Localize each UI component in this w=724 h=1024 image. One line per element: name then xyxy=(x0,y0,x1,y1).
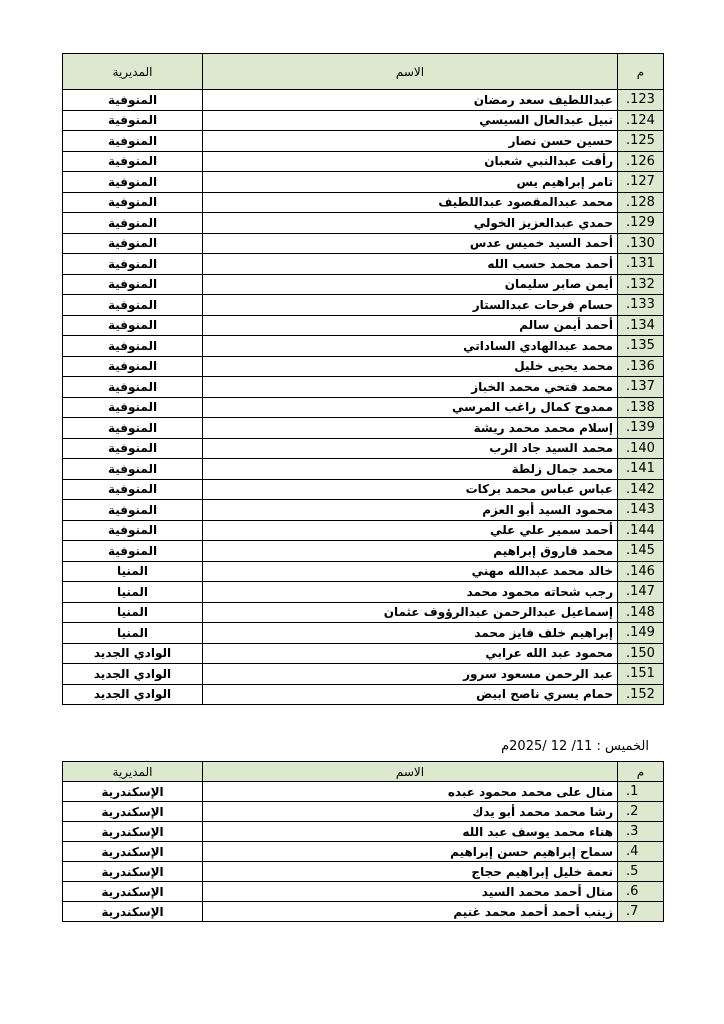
row-number: 135. xyxy=(618,336,664,357)
person-name: أحمد محمد حسب الله xyxy=(203,254,618,275)
table-row xyxy=(63,902,664,922)
person-name: محمد يحيى خليل xyxy=(203,356,618,377)
person-name: رأفت عبدالنبي شعبان xyxy=(203,151,618,172)
table-row xyxy=(63,233,664,254)
directorate-name: المنيا xyxy=(63,602,203,623)
row-number: 124. xyxy=(618,110,664,131)
table-row xyxy=(63,438,664,459)
directorate-name: الوادي الجديد xyxy=(63,684,203,705)
table-row xyxy=(63,500,664,521)
table-row xyxy=(63,151,664,172)
directorate-name: المنوفية xyxy=(63,397,203,418)
row-number: 150. xyxy=(618,643,664,664)
person-name: حسين حسن نصار xyxy=(203,131,618,152)
row-number: 6. xyxy=(618,882,664,902)
person-name: محمد عبدالمقصود عبداللطيف xyxy=(203,192,618,213)
person-name: محمد جمال زلطة xyxy=(203,459,618,480)
person-name: زينب أحمد أحمد محمد غنيم xyxy=(203,902,618,922)
person-name: نبيل عبدالعال السيسي xyxy=(203,110,618,131)
table-row xyxy=(63,356,664,377)
directorate-name: المنوفية xyxy=(63,274,203,295)
table-row xyxy=(63,110,664,131)
row-number: 7. xyxy=(618,902,664,922)
row-number: 138. xyxy=(618,397,664,418)
person-name: عبداللطيف سعد رمضان xyxy=(203,90,618,111)
person-name: أحمد سمير علي علي xyxy=(203,520,618,541)
directorate-name: الوادي الجديد xyxy=(63,664,203,685)
row-number: 125. xyxy=(618,131,664,152)
directorate-name: الإسكندرية xyxy=(63,882,203,902)
directorate-name: الوادي الجديد xyxy=(63,643,203,664)
directorate-name: الإسكندرية xyxy=(63,902,203,922)
table-row xyxy=(63,315,664,336)
row-number: 137. xyxy=(618,377,664,398)
table-row xyxy=(63,684,664,705)
row-number: 134. xyxy=(618,315,664,336)
directorate-name: المنوفية xyxy=(63,254,203,275)
row-number: 147. xyxy=(618,582,664,603)
person-name: حمام يسري ناصح ابيض xyxy=(203,684,618,705)
row-number: 148. xyxy=(618,602,664,623)
directorate-name: المنوفية xyxy=(63,336,203,357)
directorate-name: الإسكندرية xyxy=(63,782,203,802)
row-number: 5. xyxy=(618,862,664,882)
header-name: الاسم xyxy=(203,54,618,90)
person-name: إسماعيل عبدالرحمن عبدالرؤوف عثمان xyxy=(203,602,618,623)
directorate-name: المنوفية xyxy=(63,151,203,172)
person-name: عبد الرحمن مسعود سرور xyxy=(203,664,618,685)
person-name: هناء محمد يوسف عبد الله xyxy=(203,822,618,842)
directorate-name: المنوفية xyxy=(63,233,203,254)
table-row xyxy=(63,623,664,644)
row-number: 129. xyxy=(618,213,664,234)
table-row xyxy=(63,336,664,357)
person-name: أحمد السيد خميس عدس xyxy=(203,233,618,254)
table-row xyxy=(63,782,664,802)
row-number: 143. xyxy=(618,500,664,521)
person-name: رشا محمد محمد أبو يدك xyxy=(203,802,618,822)
directorate-name: المنوفية xyxy=(63,172,203,193)
directorate-name: المنوفية xyxy=(63,192,203,213)
directorate-name: المنوفية xyxy=(63,295,203,316)
person-name: محمد فاروق إبراهيم xyxy=(203,541,618,562)
directorate-name: الإسكندرية xyxy=(63,862,203,882)
row-number: 1. xyxy=(618,782,664,802)
row-number: 127. xyxy=(618,172,664,193)
row-number: 136. xyxy=(618,356,664,377)
table-header-row xyxy=(63,762,664,782)
table-row xyxy=(63,397,664,418)
person-name: إسلام محمد محمد ريشة xyxy=(203,418,618,439)
row-number: 128. xyxy=(618,192,664,213)
row-number: 130. xyxy=(618,233,664,254)
row-number: 141. xyxy=(618,459,664,480)
table-row xyxy=(63,822,664,842)
person-name: محمد عبدالهادي الساداتي xyxy=(203,336,618,357)
table-row xyxy=(63,377,664,398)
row-number: 145. xyxy=(618,541,664,562)
directorate-name: المنوفية xyxy=(63,315,203,336)
directorate-name: المنيا xyxy=(63,582,203,603)
row-number: 151. xyxy=(618,664,664,685)
row-number: 140. xyxy=(618,438,664,459)
row-number: 144. xyxy=(618,520,664,541)
person-name: نعمة خليل إبراهيم حجاج xyxy=(203,862,618,882)
names-table-1 xyxy=(62,53,664,705)
person-name: أحمد أيمن سالم xyxy=(203,315,618,336)
table-row xyxy=(63,295,664,316)
table-row xyxy=(63,643,664,664)
names-table-2 xyxy=(62,761,664,922)
header-num: م xyxy=(618,762,664,782)
person-name: رجب شحاته محمود محمد xyxy=(203,582,618,603)
table-row xyxy=(63,131,664,152)
directorate-name: المنوفية xyxy=(63,131,203,152)
directorate-name: المنيا xyxy=(63,623,203,644)
directorate-name: المنوفية xyxy=(63,356,203,377)
row-number: 149. xyxy=(618,623,664,644)
row-number: 139. xyxy=(618,418,664,439)
directorate-name: المنوفية xyxy=(63,213,203,234)
table-row xyxy=(63,479,664,500)
row-number: 133. xyxy=(618,295,664,316)
table-row xyxy=(63,882,664,902)
table-row xyxy=(63,664,664,685)
person-name: ممدوح كمال راغب المرسي xyxy=(203,397,618,418)
directorate-name: الإسكندرية xyxy=(63,822,203,842)
table-row xyxy=(63,192,664,213)
person-name: حمدي عبدالعزيز الخولي xyxy=(203,213,618,234)
person-name: أيمن صابر سليمان xyxy=(203,274,618,295)
person-name: حسام فرحات عبدالستار xyxy=(203,295,618,316)
table-row xyxy=(63,582,664,603)
person-name: خالد محمد عبدالله مهني xyxy=(203,561,618,582)
table-row xyxy=(63,561,664,582)
directorate-name: المنوفية xyxy=(63,377,203,398)
row-number: 3. xyxy=(618,822,664,842)
directorate-name: المنوفية xyxy=(63,500,203,521)
directorate-name: الإسكندرية xyxy=(63,842,203,862)
directorate-name: المنوفية xyxy=(63,438,203,459)
header-name: الاسم xyxy=(203,762,618,782)
directorate-name: المنوفية xyxy=(63,90,203,111)
table-row xyxy=(63,520,664,541)
directorate-name: المنوفية xyxy=(63,479,203,500)
table-row xyxy=(63,418,664,439)
row-number: 126. xyxy=(618,151,664,172)
directorate-name: المنوفية xyxy=(63,459,203,480)
person-name: سماح إبراهيم حسن إبراهيم xyxy=(203,842,618,862)
person-name: محمود عبد الله عرابي xyxy=(203,643,618,664)
table-row xyxy=(63,862,664,882)
table-header-row xyxy=(63,54,664,90)
header-directorate: المديرية xyxy=(63,762,203,782)
person-name: منال على محمد محمود عبده xyxy=(203,782,618,802)
row-number: 131. xyxy=(618,254,664,275)
row-number: 2. xyxy=(618,802,664,822)
row-number: 146. xyxy=(618,561,664,582)
person-name: تامر إبراهيم يس xyxy=(203,172,618,193)
row-number: 4. xyxy=(618,842,664,862)
directorate-name: المنيا xyxy=(63,561,203,582)
table-row xyxy=(63,274,664,295)
date-line: الخميس : 11/ 12 /2025م xyxy=(501,739,649,754)
person-name: محمد السيد جاد الرب xyxy=(203,438,618,459)
header-num: م xyxy=(618,54,664,90)
table-row xyxy=(63,459,664,480)
table-row xyxy=(63,172,664,193)
row-number: 132. xyxy=(618,274,664,295)
person-name: عباس عباس محمد بركات xyxy=(203,479,618,500)
row-number: 123. xyxy=(618,90,664,111)
person-name: محمد فتحي محمد الخباز xyxy=(203,377,618,398)
table-row xyxy=(63,802,664,822)
row-number: 142. xyxy=(618,479,664,500)
person-name: إبراهيم خلف فايز محمد xyxy=(203,623,618,644)
directorate-name: المنوفية xyxy=(63,110,203,131)
directorate-name: الإسكندرية xyxy=(63,802,203,822)
table-row xyxy=(63,254,664,275)
person-name: منال أحمد محمد السيد xyxy=(203,882,618,902)
directorate-name: المنوفية xyxy=(63,541,203,562)
table-row xyxy=(63,842,664,862)
table-row xyxy=(63,602,664,623)
header-directorate: المديرية xyxy=(63,54,203,90)
row-number: 152. xyxy=(618,684,664,705)
directorate-name: المنوفية xyxy=(63,418,203,439)
person-name: محمود السيد أبو العزم xyxy=(203,500,618,521)
table-row xyxy=(63,541,664,562)
directorate-name: المنوفية xyxy=(63,520,203,541)
table-row xyxy=(63,90,664,111)
table-row xyxy=(63,213,664,234)
